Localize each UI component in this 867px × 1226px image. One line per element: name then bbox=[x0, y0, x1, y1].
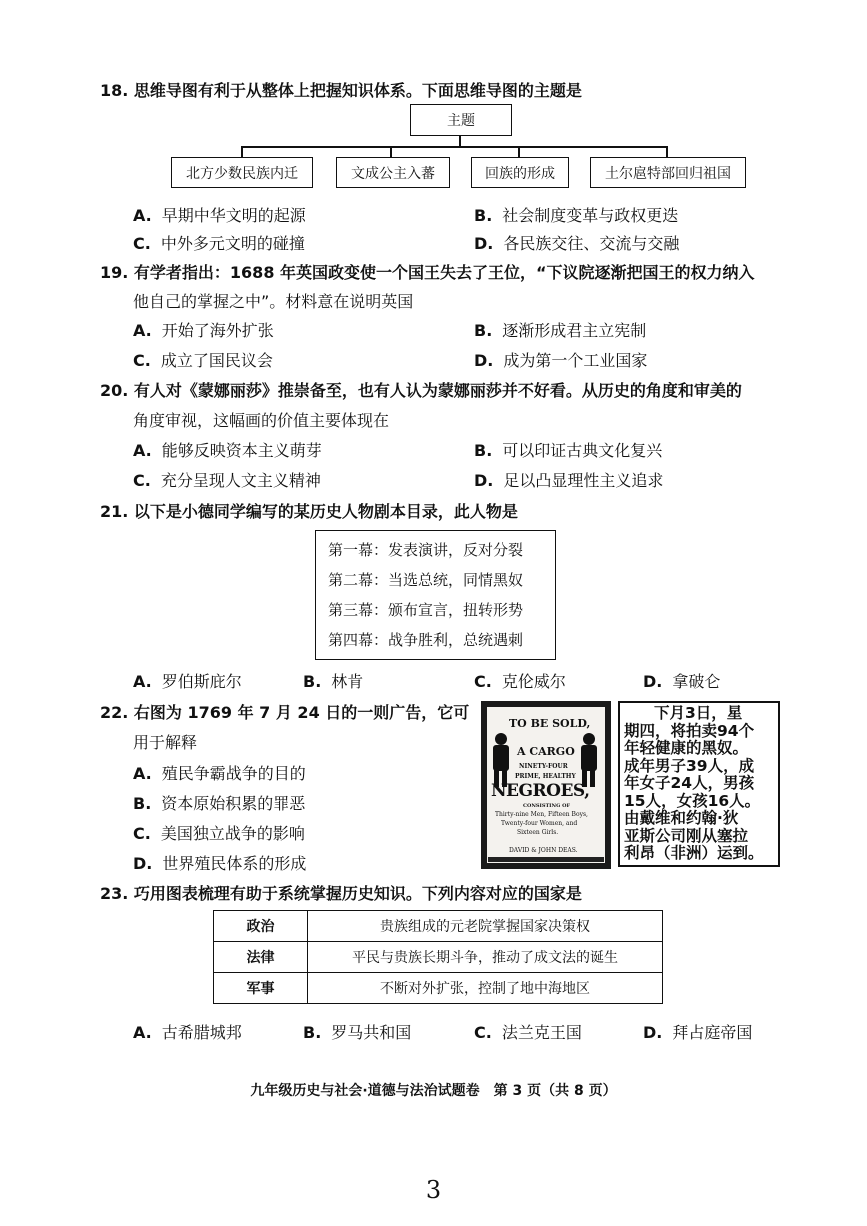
option-letter: A. bbox=[133, 764, 152, 783]
option[interactable] bbox=[133, 438, 322, 461]
option[interactable] bbox=[133, 821, 305, 844]
option-text: 中外多元文明的碰撞 bbox=[160, 234, 305, 253]
option-text: 古希腊城邦 bbox=[161, 1023, 242, 1042]
script-act: 第二幕：当选总统，同情黑奴 bbox=[328, 571, 524, 589]
option[interactable] bbox=[474, 438, 662, 461]
option-letter: B. bbox=[303, 1023, 322, 1042]
option-letter: D. bbox=[643, 672, 663, 691]
translation-line: 年女子24人，男孩 bbox=[624, 774, 755, 792]
option[interactable] bbox=[474, 468, 663, 491]
option-text: 拿破仑 bbox=[672, 672, 721, 691]
mindmap-child bbox=[171, 157, 313, 188]
option[interactable] bbox=[133, 791, 305, 814]
q21-stem: 21. 以下是小德同学编写的某历史人物剧本目录，此人物是 bbox=[100, 502, 518, 521]
q19-stem-line1: 19. 有学者指出：1688 年英国政变使一个国王失去了王位，“下议院逐渐把国王的权力纳入 bbox=[100, 263, 755, 282]
option[interactable] bbox=[474, 1020, 582, 1043]
option[interactable] bbox=[474, 669, 566, 692]
option-text: 法兰克王国 bbox=[501, 1023, 582, 1042]
option-letter: D. bbox=[133, 854, 153, 873]
option-text: 社会制度变革与政权更迭 bbox=[502, 206, 679, 225]
option-text: 殖民争霸战争的目的 bbox=[161, 764, 306, 783]
q23-table bbox=[213, 910, 663, 1004]
mindmap-child-label: 回族的形成 bbox=[485, 165, 555, 182]
ad-line: NEGROES, bbox=[491, 781, 590, 801]
mindmap-child-label: 土尔扈特部回归祖国 bbox=[605, 165, 731, 182]
option-text: 林肯 bbox=[331, 672, 364, 691]
ad-line: DAVID & JOHN DEAS. bbox=[509, 847, 578, 854]
option-letter: C. bbox=[474, 672, 492, 691]
option-letter: B. bbox=[303, 672, 322, 691]
option-text: 足以凸显理性主义追求 bbox=[503, 471, 664, 490]
page-number: 3 bbox=[425, 1176, 442, 1204]
option[interactable] bbox=[474, 231, 679, 254]
option-letter: A. bbox=[133, 441, 152, 460]
table-row bbox=[214, 973, 663, 1004]
script-act: 第三幕：颁布宣言，扭转形势 bbox=[328, 601, 524, 619]
q20-stem-line2: 角度审视，这幅画的价值主要体现在 bbox=[133, 411, 390, 430]
option[interactable] bbox=[133, 348, 273, 371]
option[interactable] bbox=[133, 318, 274, 341]
option[interactable] bbox=[133, 203, 306, 226]
option[interactable] bbox=[133, 761, 306, 784]
q20-stem-line1: 20. 有人对《蒙娜丽莎》推崇备至，也有人认为蒙娜丽莎并不好看。从历史的角度和审美的 bbox=[100, 381, 742, 400]
ad-line: Thirty-nine Men, Fifteen Boys, bbox=[495, 811, 588, 818]
option-text: 成为第一个工业国家 bbox=[503, 351, 648, 370]
table-row bbox=[214, 942, 663, 973]
option-text: 克伦威尔 bbox=[501, 672, 566, 691]
option-letter: A. bbox=[133, 1023, 152, 1042]
script-act: 第一幕：发表演讲，反对分裂 bbox=[328, 541, 524, 559]
option-letter: C. bbox=[133, 824, 151, 843]
translation-line: 亚斯公司刚从塞拉 bbox=[624, 826, 749, 845]
option-letter: C. bbox=[474, 1023, 492, 1042]
translation-text bbox=[624, 705, 774, 863]
option-text: 充分呈现人文主义精神 bbox=[160, 471, 321, 490]
option-text: 世界殖民体系的形成 bbox=[162, 854, 307, 873]
translation-line: 由戴维和约翰·狄 bbox=[624, 809, 739, 827]
script-contents-box bbox=[315, 530, 556, 660]
mindmap-root-label: 主题 bbox=[447, 113, 475, 129]
ad-line: NINETY-FOUR bbox=[519, 763, 568, 770]
option[interactable] bbox=[133, 1020, 242, 1043]
option-letter: B. bbox=[474, 321, 493, 340]
option[interactable] bbox=[133, 851, 306, 874]
option-text: 可以印证古典文化复兴 bbox=[502, 441, 663, 460]
script-act: 第四幕：战争胜利，总统遇刺 bbox=[328, 631, 524, 649]
slave-auction-advertisement bbox=[481, 701, 611, 869]
option-text: 成立了国民议会 bbox=[160, 351, 273, 370]
translation-line: 期四，将拍卖94个 bbox=[624, 721, 755, 740]
q19-stem-line2: 他自己的掌握之中”。材料意在说明英国 bbox=[133, 292, 414, 311]
page-footer: 九年级历史与社会·道德与法治试题卷 第 3 页（共 8 页） bbox=[250, 1083, 617, 1099]
q23-stem: 23. 巧用图表梳理有助于系统掌握历史知识。下列内容对应的国家是 bbox=[100, 884, 582, 903]
translation-line: 下月3日，星 bbox=[654, 704, 743, 722]
option[interactable] bbox=[303, 669, 363, 692]
translation-line: 年轻健康的黑奴。 bbox=[624, 739, 749, 757]
translation-line: 利昂（非洲）运到。 bbox=[624, 844, 764, 862]
option-letter: D. bbox=[474, 234, 494, 253]
option[interactable] bbox=[643, 1020, 752, 1043]
advertisement-paper bbox=[487, 707, 605, 863]
option-letter: C. bbox=[133, 471, 151, 490]
option-text: 能够反映资本主义萌芽 bbox=[161, 441, 322, 460]
option[interactable] bbox=[474, 318, 646, 341]
advertisement-translation bbox=[618, 701, 780, 867]
option-letter: A. bbox=[133, 672, 152, 691]
option[interactable] bbox=[133, 231, 305, 254]
table-cell: 不断对外扩张，控制了地中海地区 bbox=[308, 973, 663, 1004]
option-letter: C. bbox=[133, 351, 151, 370]
ad-line: Sixteen Girls. bbox=[517, 829, 559, 836]
table-head-cell: 军事 bbox=[214, 973, 308, 1004]
option-text: 开始了海外扩张 bbox=[161, 321, 274, 340]
option-letter: D. bbox=[474, 351, 494, 370]
mindmap-child bbox=[590, 157, 746, 188]
table-row bbox=[214, 911, 663, 942]
ad-line: TO BE SOLD, bbox=[509, 717, 591, 730]
option-text: 早期中华文明的起源 bbox=[161, 206, 306, 225]
option-text: 拜占庭帝国 bbox=[672, 1023, 753, 1042]
table-cell: 平民与贵族长期斗争，推动了成文法的诞生 bbox=[308, 942, 663, 973]
option-letter: B. bbox=[133, 794, 152, 813]
translation-line: 成年男子39人，成 bbox=[624, 756, 755, 775]
mindmap-child bbox=[471, 157, 569, 188]
option[interactable] bbox=[474, 203, 678, 226]
table-head-cell: 法律 bbox=[214, 942, 308, 973]
mindmap-connector bbox=[241, 146, 667, 148]
ad-line: PRIME, HEALTHY bbox=[515, 773, 576, 780]
option-letter: C. bbox=[133, 234, 151, 253]
option[interactable] bbox=[133, 468, 321, 491]
mindmap-child-label: 北方少数民族内迁 bbox=[186, 165, 298, 182]
option-letter: A. bbox=[133, 321, 152, 340]
table-cell: 贵族组成的元老院掌握国家决策权 bbox=[308, 911, 663, 942]
option-text: 罗马共和国 bbox=[331, 1023, 412, 1042]
option[interactable] bbox=[133, 669, 242, 692]
option-text: 美国独立战争的影响 bbox=[160, 824, 305, 843]
ad-line: Twenty-four Women, and bbox=[501, 820, 578, 827]
ad-line: CONSISTING OF bbox=[523, 803, 571, 809]
option-text: 逐渐形成君主立宪制 bbox=[502, 321, 647, 340]
option-letter: B. bbox=[474, 206, 493, 225]
mindmap-child-label: 文成公主入蕃 bbox=[351, 165, 435, 182]
option-letter: B. bbox=[474, 441, 493, 460]
option-letter: D. bbox=[643, 1023, 663, 1042]
option-text: 罗伯斯庇尔 bbox=[161, 672, 242, 691]
option[interactable] bbox=[474, 348, 647, 371]
option-letter: D. bbox=[474, 471, 494, 490]
option[interactable] bbox=[643, 669, 720, 692]
option[interactable] bbox=[303, 1020, 411, 1043]
option-letter: A. bbox=[133, 206, 152, 225]
q22-stem-line1: 22. 右图为 1769 年 7 月 24 日的一则广告，它可 bbox=[100, 703, 470, 722]
mindmap-root bbox=[410, 104, 512, 136]
option-text: 各民族交往、交流与交融 bbox=[503, 234, 680, 253]
q22-stem-line2: 用于解释 bbox=[133, 733, 198, 752]
table-head-cell: 政治 bbox=[214, 911, 308, 942]
mindmap-child bbox=[336, 157, 450, 188]
translation-line: 15人，女孩16人。 bbox=[624, 791, 761, 810]
ad-line: A CARGO bbox=[517, 745, 575, 758]
option-text: 资本原始积累的罪恶 bbox=[161, 794, 306, 813]
q18-stem: 18. 思维导图有利于从整体上把握知识体系。下面思维导图的主题是 bbox=[100, 81, 582, 100]
